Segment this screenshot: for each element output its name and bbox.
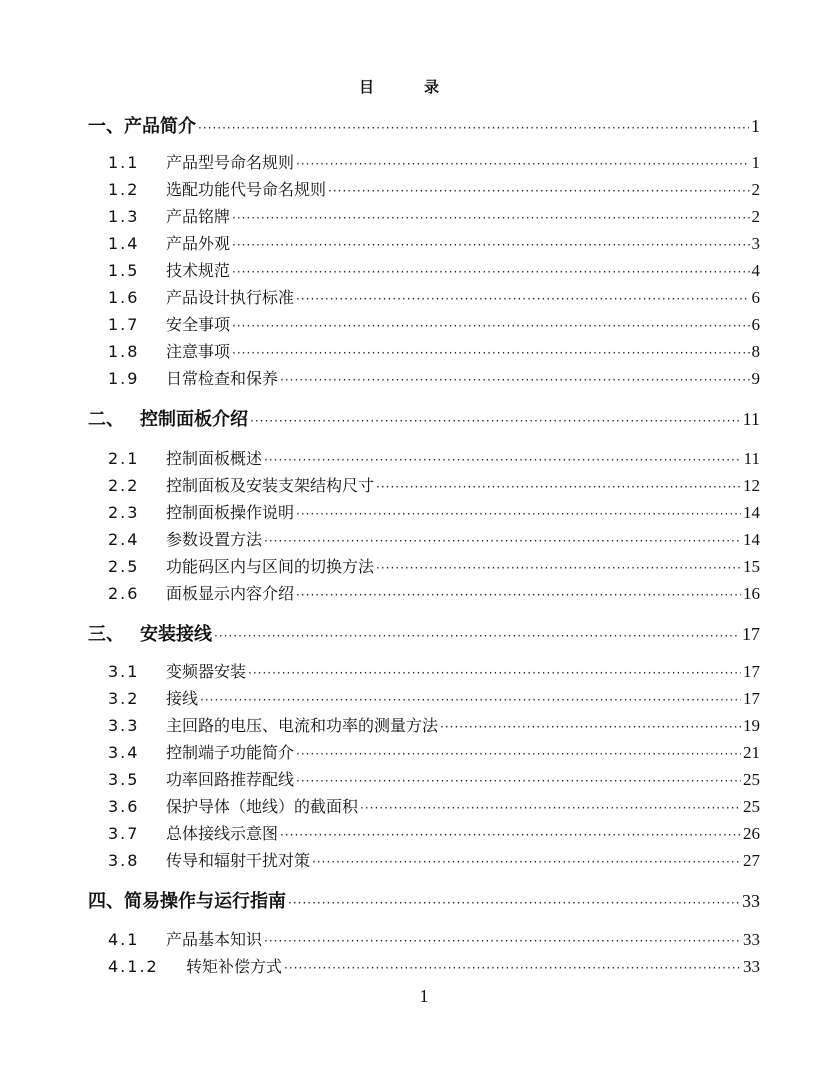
- dot-leader: [296, 774, 741, 788]
- dot-leader: [232, 211, 749, 225]
- dot-leader: [440, 720, 741, 734]
- toc-label: 控制面板操作说明: [166, 503, 295, 522]
- toc-page-number: 27: [743, 851, 760, 870]
- toc-number: 1.8: [108, 342, 140, 361]
- toc-number: 三、: [88, 624, 124, 645]
- toc-label: 控制面板介绍: [140, 409, 248, 430]
- toc-title: 目录: [358, 78, 489, 96]
- dot-leader: [264, 934, 741, 948]
- toc-section-entry[interactable]: [108, 794, 760, 816]
- toc-label: 面板显示内容介绍: [166, 584, 295, 603]
- toc-label: 产品型号命名规则: [166, 153, 295, 172]
- dot-leader: [296, 157, 749, 171]
- toc-section-entry[interactable]: [108, 500, 760, 522]
- toc-label: 控制面板概述: [166, 449, 263, 468]
- toc-number: 2.2: [108, 476, 140, 495]
- toc-page-number: 26: [743, 824, 760, 843]
- toc-number: 3.3: [108, 716, 140, 735]
- toc-section-entry[interactable]: [108, 821, 760, 843]
- toc-page-number: 11: [742, 409, 760, 429]
- toc-label: 转矩补偿方式: [186, 957, 283, 976]
- dot-leader: [232, 265, 749, 279]
- toc-number: 3.2: [108, 689, 140, 708]
- dot-leader: [360, 801, 741, 815]
- toc-label: 安装接线: [140, 624, 212, 645]
- toc-number: 2.5: [108, 557, 140, 576]
- toc-section-entry[interactable]: [108, 312, 760, 334]
- dot-leader: [296, 747, 741, 761]
- toc-number: 1.4: [108, 234, 140, 253]
- toc-section-entry[interactable]: [108, 446, 760, 468]
- toc-page-number: 6: [751, 288, 760, 307]
- toc-section-entry[interactable]: [108, 581, 760, 603]
- dot-leader: [264, 453, 742, 467]
- toc-number: 1.1: [108, 153, 140, 172]
- toc-label: 接线: [166, 689, 199, 708]
- toc-label: 功率回路推荐配线: [166, 770, 295, 789]
- toc-number: 二、: [88, 409, 124, 430]
- toc-page-number: 9: [751, 369, 760, 388]
- dot-leader: [198, 121, 749, 135]
- toc-label: 安全事项: [166, 315, 231, 334]
- toc-section-entry[interactable]: [108, 150, 760, 172]
- dot-leader: [214, 629, 740, 643]
- toc-page-number: 15: [743, 557, 760, 576]
- toc-label: 产品基本知识: [166, 930, 263, 949]
- toc-page-number: 6: [751, 315, 760, 334]
- toc-section-entry[interactable]: [108, 339, 760, 361]
- toc-section-entry[interactable]: [108, 177, 760, 199]
- dot-leader: [296, 292, 749, 306]
- toc-section-entry[interactable]: [108, 285, 760, 307]
- page-number-footer: 1: [419, 986, 429, 1006]
- toc-number: 1.6: [108, 288, 140, 307]
- toc-page-number: 8: [751, 342, 760, 361]
- toc-page-number: 2: [751, 180, 760, 199]
- toc-section-entry[interactable]: [108, 527, 760, 549]
- dot-leader: [376, 480, 741, 494]
- toc-label: 传导和辐射干扰对策: [166, 851, 311, 870]
- dot-leader: [200, 693, 741, 707]
- toc-section-entry[interactable]: [108, 740, 760, 762]
- toc-page-number: 12: [743, 476, 760, 495]
- toc-page-number: 33: [743, 930, 760, 949]
- toc-number: 2.6: [108, 584, 140, 603]
- dot-leader: [376, 561, 741, 575]
- toc-section-entry[interactable]: [108, 713, 760, 735]
- toc-page-number: 25: [743, 770, 760, 789]
- toc-section-entry[interactable]: [108, 686, 760, 708]
- toc-number: 3.8: [108, 851, 140, 870]
- dot-leader: [288, 896, 740, 910]
- toc-page-number: 14: [743, 530, 760, 549]
- toc-section-entry[interactable]: [108, 366, 760, 388]
- toc-page-number: 2: [751, 207, 760, 226]
- toc-label: 主回路的电压、电流和功率的测量方法: [166, 716, 439, 735]
- toc-section-entry[interactable]: [108, 231, 760, 253]
- toc-page-number: 17: [743, 662, 760, 681]
- toc-label: 技术规范: [166, 261, 231, 280]
- toc-number: 4.1.2: [108, 957, 159, 976]
- toc-label: 产品铭牌: [166, 207, 231, 226]
- toc-page-number: 17: [743, 689, 760, 708]
- toc-number: 3.5: [108, 770, 140, 789]
- dot-leader: [232, 238, 749, 252]
- toc-subsection-entry[interactable]: [108, 954, 760, 976]
- toc-section-entry[interactable]: [108, 258, 760, 280]
- toc-label: 产品简介: [124, 116, 196, 137]
- dot-leader: [312, 855, 741, 869]
- toc-section-entry[interactable]: [108, 204, 760, 226]
- toc-page-number: 33: [742, 891, 760, 911]
- toc-page-number: 17: [742, 624, 760, 644]
- dot-leader: [248, 666, 741, 680]
- toc-number: 1.5: [108, 261, 140, 280]
- dot-leader: [296, 588, 741, 602]
- toc-number: 1.3: [108, 207, 140, 226]
- dot-leader: [296, 507, 741, 521]
- toc-page-number: 33: [743, 957, 760, 976]
- toc-page-number: 3: [751, 234, 760, 253]
- toc-page-number: 4: [751, 261, 760, 280]
- dot-leader: [232, 346, 749, 360]
- toc-number: 2.1: [108, 449, 140, 468]
- toc-page-number: 16: [743, 584, 760, 603]
- toc-number: 3.1: [108, 662, 140, 681]
- toc-number: 四、: [88, 891, 124, 912]
- toc-page-number: 14: [743, 503, 760, 522]
- toc-label: 功能码区内与区间的切换方法: [166, 557, 375, 576]
- toc-label: 选配功能代号命名规则: [166, 180, 327, 199]
- dot-leader: [264, 534, 741, 548]
- toc-page-number: 21: [743, 743, 760, 762]
- toc-number: 3.4: [108, 743, 140, 762]
- toc-label: 保护导体（地线）的截面积: [166, 797, 359, 816]
- toc-page-number: 1: [751, 153, 760, 172]
- toc-section-entry[interactable]: [108, 848, 760, 870]
- toc-page-number: 1: [751, 116, 760, 136]
- toc-page-number: 19: [743, 716, 760, 735]
- toc-page-number: 11: [743, 449, 760, 468]
- toc-label: 产品外观: [166, 234, 231, 253]
- toc-label: 参数设置方法: [166, 530, 263, 549]
- toc-label: 变频器安装: [166, 662, 247, 681]
- toc-section-entry[interactable]: [108, 473, 760, 495]
- dot-leader: [328, 184, 749, 198]
- toc-label: 控制面板及安装支架结构尺寸: [166, 476, 375, 495]
- toc-label: 日常检查和保养: [166, 369, 279, 388]
- toc-section-entry[interactable]: [108, 659, 760, 681]
- toc-section-entry[interactable]: [108, 767, 760, 789]
- toc-label: 简易操作与运行指南: [124, 891, 286, 912]
- toc-page-number: 25: [743, 797, 760, 816]
- toc-number: 2.3: [108, 503, 140, 522]
- toc-chapter-entry[interactable]: [88, 405, 760, 429]
- toc-number: 3.7: [108, 824, 140, 843]
- toc-label: 总体接线示意图: [166, 824, 279, 843]
- toc-number: 1.2: [108, 180, 140, 199]
- toc-label: 控制端子功能简介: [166, 743, 295, 762]
- dot-leader: [280, 373, 749, 387]
- toc-number: 一、: [88, 116, 124, 137]
- toc-section-entry[interactable]: [108, 554, 760, 576]
- toc-number: 4.1: [108, 930, 140, 949]
- dot-leader: [280, 828, 741, 842]
- toc-number: 2.4: [108, 530, 140, 549]
- toc-label: 产品设计执行标准: [166, 288, 295, 307]
- toc-number: 1.7: [108, 315, 140, 334]
- toc-section-entry[interactable]: [108, 927, 760, 949]
- toc-label: 注意事项: [166, 342, 231, 361]
- toc-chapter-entry[interactable]: [88, 112, 760, 136]
- toc-chapter-entry[interactable]: [88, 620, 760, 644]
- dot-leader: [232, 319, 749, 333]
- toc-number: 3.6: [108, 797, 140, 816]
- dot-leader: [250, 414, 741, 428]
- dot-leader: [284, 961, 741, 975]
- toc-chapter-entry[interactable]: [88, 887, 760, 911]
- toc-number: 1.9: [108, 369, 140, 388]
